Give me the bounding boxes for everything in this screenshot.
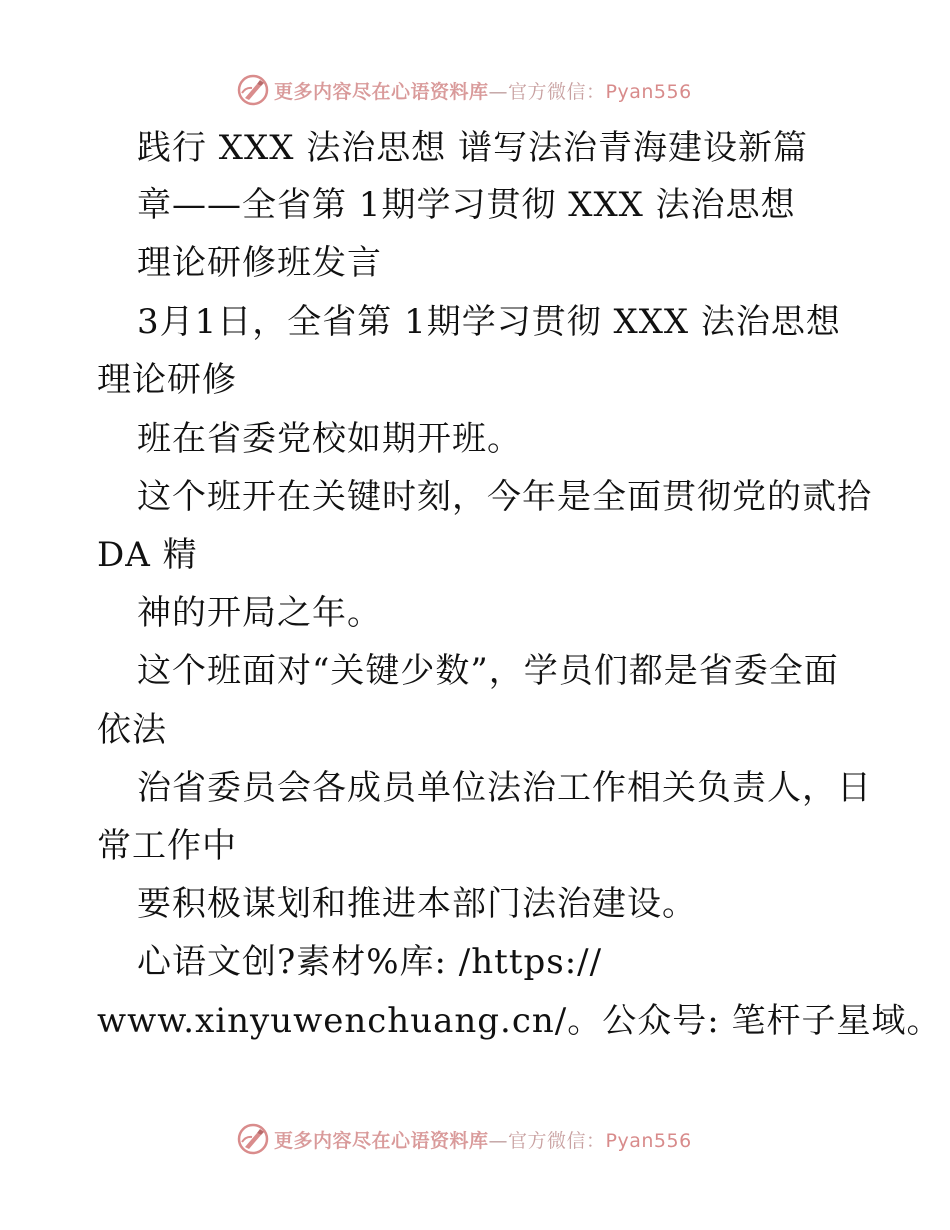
title-line-2: 章——全省第 1期学习贯彻 XXX 法治思想	[137, 185, 796, 225]
footer-watermark	[236, 1122, 692, 1156]
header-watermark	[236, 73, 692, 107]
paragraph-line: 治省委员会各成员单位法治工作相关负责人，日	[137, 768, 872, 808]
pen-logo-icon	[236, 73, 270, 107]
paragraph-line: 心语文创?素材%库: /https://	[137, 942, 603, 982]
watermark-contact-label: 官方微信：	[508, 80, 606, 103]
paragraph-line: 这个班面对“关键少数”，学员们都是省委全面	[137, 651, 839, 691]
paragraph-line: 理论研修	[97, 360, 237, 400]
title-line-1: 践行 XXX 法治思想 谱写法治青海建设新篇	[137, 128, 809, 168]
watermark-brand: 更多内容尽在心语资料库	[274, 80, 489, 103]
watermark-handle: Pyan556	[605, 80, 692, 103]
paragraph-line: www.xinyuwenchuang.cn/。公众号: 笔杆子星域。	[97, 1001, 942, 1041]
paragraph-line: 要积极谋划和推进本部门法治建设。	[137, 884, 697, 924]
paragraph-line: 常工作中	[97, 826, 237, 866]
watermark-contact-label: 官方微信：	[508, 1129, 606, 1152]
watermark-dash: —	[488, 80, 509, 103]
pen-logo-icon	[236, 1122, 270, 1156]
paragraph-line: 依法	[97, 710, 167, 750]
paragraph-line: 这个班开在关键时刻，今年是全面贯彻党的贰拾	[137, 477, 872, 517]
watermark-brand: 更多内容尽在心语资料库	[274, 1129, 489, 1152]
watermark-dash: —	[488, 1129, 509, 1152]
watermark-handle: Pyan556	[605, 1129, 692, 1152]
paragraph-line: 班在省委党校如期开班。	[137, 419, 522, 459]
paragraph-line: DA 精	[97, 535, 198, 575]
paragraph-line: 神的开局之年。	[137, 593, 382, 633]
paragraph-line: 3月1日，全省第 1期学习贯彻 XXX 法治思想	[137, 302, 841, 342]
title-line-3: 理论研修班发言	[137, 243, 382, 283]
